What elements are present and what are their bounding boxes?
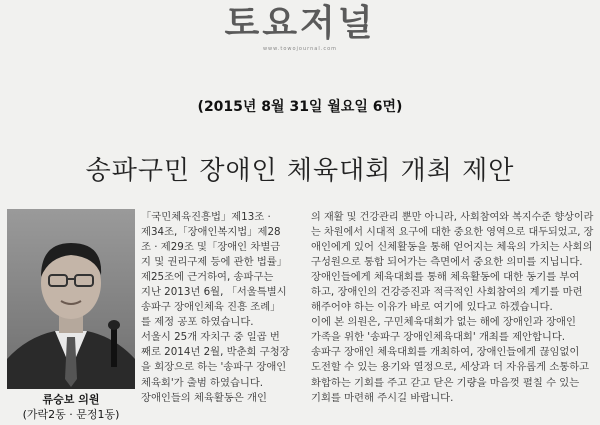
article-line: 해주어야 하는 이유가 바로 여기에 있다고 하겠습니다. bbox=[311, 301, 553, 314]
headline: 송파구민 장애인 체육대회 개최 제안 bbox=[85, 156, 515, 186]
photo-caption bbox=[7, 392, 135, 422]
article-line: 도전할 수 있는 용기와 열정으로, 세상과 더 자유롭게 소통하고 bbox=[311, 361, 590, 374]
article-line: 는 차원에서 시대적 요구에 대한 중요한 영역으로 대두되었고, 장 bbox=[311, 227, 594, 239]
article-line: 제25조에 근거하여, 송파구는 bbox=[141, 271, 274, 284]
article-line: 제34조,「장애인복지법」제28 bbox=[141, 226, 281, 239]
article-line: 조 · 제29조 및「장애인 차별금 bbox=[141, 241, 281, 254]
article-line: 서울시 25개 자치구 중 일곱 번 bbox=[141, 331, 280, 344]
portrait-image bbox=[7, 209, 135, 389]
newspaper-url: www.towojournal.com bbox=[262, 46, 338, 52]
article-line: 송파구 장애인 체육대회를 개최하여, 장애인들에게 끊임없이 bbox=[311, 346, 580, 359]
article-line: 화합하는 기회를 주고 갇고 닫은 기량을 마음껏 펼칠 수 있는 bbox=[311, 376, 580, 389]
article-line: 장애인들의 체육활동은 개인 bbox=[141, 391, 267, 404]
newspaper-logo: 토요저널 bbox=[224, 3, 376, 44]
article-line: 기회를 마련해 주시길 바랍니다. bbox=[311, 391, 454, 404]
article-line: 을 회장으로 하는 '송파구 장애인 bbox=[141, 361, 287, 374]
article-line: 애인에게 있어 신체활동을 통해 얻어지는 체육의 가치는 사회의 bbox=[311, 241, 593, 254]
article-column-middle bbox=[141, 210, 303, 406]
article-line: 「국민체육진흥법」제13조 · bbox=[141, 211, 271, 223]
councilor-photo bbox=[7, 209, 135, 389]
caption-name: 류승보 의원 bbox=[42, 393, 100, 406]
article-line: 지난 2013년 6월, 「서울특별시 bbox=[141, 286, 287, 299]
article-column-right bbox=[311, 210, 595, 406]
article-line: 송파구 장애인체육 진흥 조례」 bbox=[141, 301, 281, 314]
dateline: (2015년 8월 31일 월요일 6면) bbox=[197, 99, 403, 115]
article-line: 째로 2014년 2월, 박춘희 구청장 bbox=[141, 346, 290, 359]
article-line: 지 및 권리구제 등에 관한 법률」 bbox=[141, 256, 288, 269]
article-line: 가족을 위한 '송파구 장애인체육대회' 개최를 제안합니다. bbox=[311, 331, 566, 344]
caption-district: (가락2동 · 문정1동) bbox=[22, 408, 120, 421]
masthead bbox=[0, 3, 600, 52]
article-line: 하고, 장애인의 건강증진과 적극적인 사회참여의 계기를 마련 bbox=[311, 286, 583, 299]
article-line: 구성원으로 통합 되어가는 측면에서 중요한 의미를 지닙니다. bbox=[311, 256, 583, 269]
article-line: 를 제정 공포 하였습니다. bbox=[141, 316, 254, 329]
article-line: 이에 본 의원은, 구민체육대회가 없는 해에 장애인과 장애인 bbox=[311, 316, 576, 329]
article-line: 장애인들에게 체육대회를 통해 체육활동에 대한 동기를 부여 bbox=[311, 271, 580, 284]
article-line: 의 재활 및 건강관리 뿐만 아니라, 사회참여와 복지수준 향상이라 bbox=[311, 212, 594, 223]
article-line: 체육회'가 출범 하였습니다. bbox=[141, 376, 264, 389]
